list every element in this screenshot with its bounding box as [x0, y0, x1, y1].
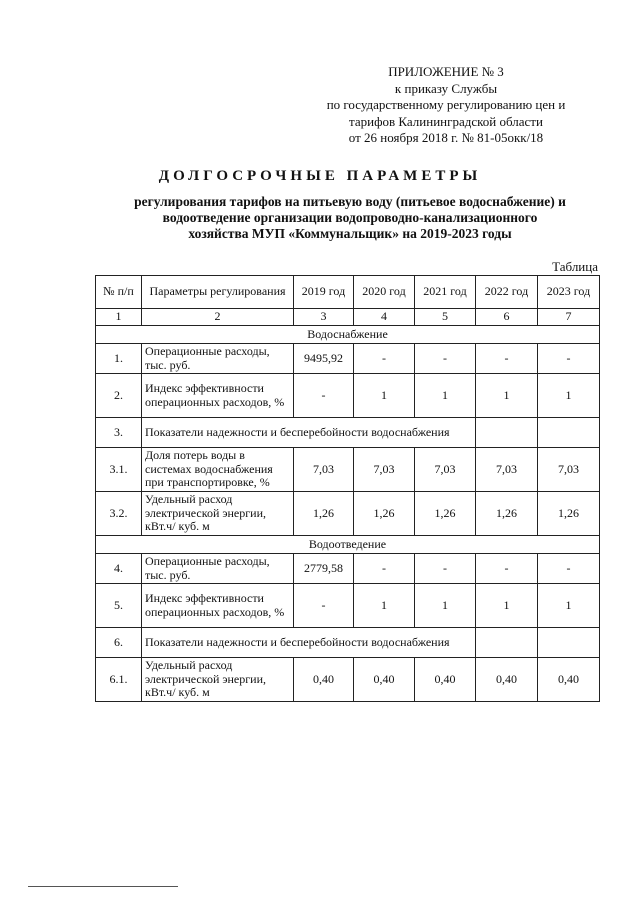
row-parameter: Удельный расход электрической энергии, кВт.ч/ куб. м [142, 658, 294, 702]
value-cell: 0,40 [294, 658, 354, 702]
value-cell: 7,03 [476, 448, 538, 492]
value-cell: 7,03 [294, 448, 354, 492]
value-cell: - [294, 584, 354, 628]
value-cell [538, 628, 600, 658]
row-number: 4. [96, 554, 142, 584]
document-title: ДОЛГОСРОЧНЫЕ ПАРАМЕТРЫ [158, 168, 482, 184]
value-cell: 1,26 [476, 492, 538, 536]
table-header-row [96, 276, 600, 309]
column-number: 4 [354, 309, 415, 326]
value-cell: - [415, 554, 476, 584]
section-row [96, 326, 600, 344]
value-cell: - [538, 344, 600, 374]
row-parameter: Удельный расход электрической энергии, кВт.ч/ куб. м [142, 492, 294, 536]
value-cell: 0,40 [354, 658, 415, 702]
row-number: 3.1. [96, 448, 142, 492]
value-cell: - [354, 344, 415, 374]
appendix-line: ПРИЛОЖЕНИЕ № 3 [388, 64, 504, 79]
value-cell: 1 [538, 584, 600, 628]
value-cell: - [476, 344, 538, 374]
value-cell: 7,03 [538, 448, 600, 492]
table-row [96, 448, 600, 492]
row-parameter: Операционные расходы, тыс. руб. [142, 344, 294, 374]
parameters-table [95, 275, 600, 702]
row-number: 3.2. [96, 492, 142, 536]
table-row [96, 344, 600, 374]
row-parameter: Доля потерь воды в системах водоснабжения при транспортировке, % [142, 448, 294, 492]
value-cell: 1 [476, 584, 538, 628]
value-cell: - [294, 374, 354, 418]
header-cell: 2019 год [294, 276, 354, 309]
column-number: 2 [142, 309, 294, 326]
value-cell: 7,03 [415, 448, 476, 492]
section-title: Водоотведение [96, 536, 600, 554]
value-cell: 1 [354, 374, 415, 418]
column-number: 3 [294, 309, 354, 326]
value-cell: 1,26 [354, 492, 415, 536]
table-row [96, 418, 600, 448]
value-cell: 1 [538, 374, 600, 418]
row-number: 3. [96, 418, 142, 448]
row-parameter: Индекс эффективности операционных расходов, % [142, 584, 294, 628]
value-cell: 9495,92 [294, 344, 354, 374]
value-cell: 1 [354, 584, 415, 628]
column-number-row [96, 309, 600, 326]
subtitle-line: водоотведение организации водопроводно-канализационного [162, 210, 538, 225]
appendix-line: от 26 ноября 2018 г. № 81-05окк/18 [348, 130, 544, 145]
value-cell: 1 [415, 584, 476, 628]
header-cell: 2020 год [354, 276, 415, 309]
row-number: 1. [96, 344, 142, 374]
subtitle-line: хозяйства МУП «Коммунальщик» на 2019-2023 годы [188, 226, 512, 241]
table-row [96, 658, 600, 702]
table-note: Таблица [552, 259, 598, 274]
row-parameter: Показатели надежности и бесперебойности водоснабжения [142, 418, 476, 448]
row-number: 6.1. [96, 658, 142, 702]
row-number: 6. [96, 628, 142, 658]
value-cell: 1,26 [538, 492, 600, 536]
value-cell: 1,26 [415, 492, 476, 536]
header-cell: 2022 год [476, 276, 538, 309]
value-cell: 1 [415, 374, 476, 418]
value-cell: 0,40 [538, 658, 600, 702]
column-number: 5 [415, 309, 476, 326]
table-row [96, 554, 600, 584]
subtitle-line: регулирования тарифов на питьевую воду (питьевое водоснабжение) и [134, 194, 566, 209]
column-number: 1 [96, 309, 142, 326]
section-row [96, 536, 600, 554]
header-cell: Параметры регулирования [142, 276, 294, 309]
value-cell: - [476, 554, 538, 584]
column-number: 7 [538, 309, 600, 326]
row-parameter: Индекс эффективности операционных расходов, % [142, 374, 294, 418]
value-cell: 1 [476, 374, 538, 418]
table-row [96, 374, 600, 418]
column-number: 6 [476, 309, 538, 326]
value-cell: 7,03 [354, 448, 415, 492]
value-cell [476, 628, 538, 658]
row-parameter: Показатели надежности и бесперебойности водоснабжения [142, 628, 476, 658]
value-cell: - [538, 554, 600, 584]
row-number: 5. [96, 584, 142, 628]
value-cell: 0,40 [415, 658, 476, 702]
appendix-line: по государственному регулированию цен и [326, 97, 566, 112]
value-cell [476, 418, 538, 448]
document-subtitle [100, 194, 600, 242]
appendix-line: к приказу Службы [394, 80, 498, 96]
value-cell: - [415, 344, 476, 374]
value-cell [538, 418, 600, 448]
footer-divider [28, 886, 178, 887]
table-row [96, 628, 600, 658]
header-cell: 2021 год [415, 276, 476, 309]
row-parameter: Операционные расходы, тыс. руб. [142, 554, 294, 584]
value-cell: 0,40 [476, 658, 538, 702]
value-cell: - [354, 554, 415, 584]
appendix-header [296, 64, 596, 147]
header-cell: 2023 год [538, 276, 600, 309]
value-cell: 1,26 [294, 492, 354, 536]
row-number: 2. [96, 374, 142, 418]
table-row [96, 492, 600, 536]
value-cell: 2779,58 [294, 554, 354, 584]
appendix-line: тарифов Калининградской области [349, 113, 543, 129]
header-cell: № п/п [96, 276, 142, 309]
section-title: Водоснабжение [96, 326, 600, 344]
table-row [96, 584, 600, 628]
